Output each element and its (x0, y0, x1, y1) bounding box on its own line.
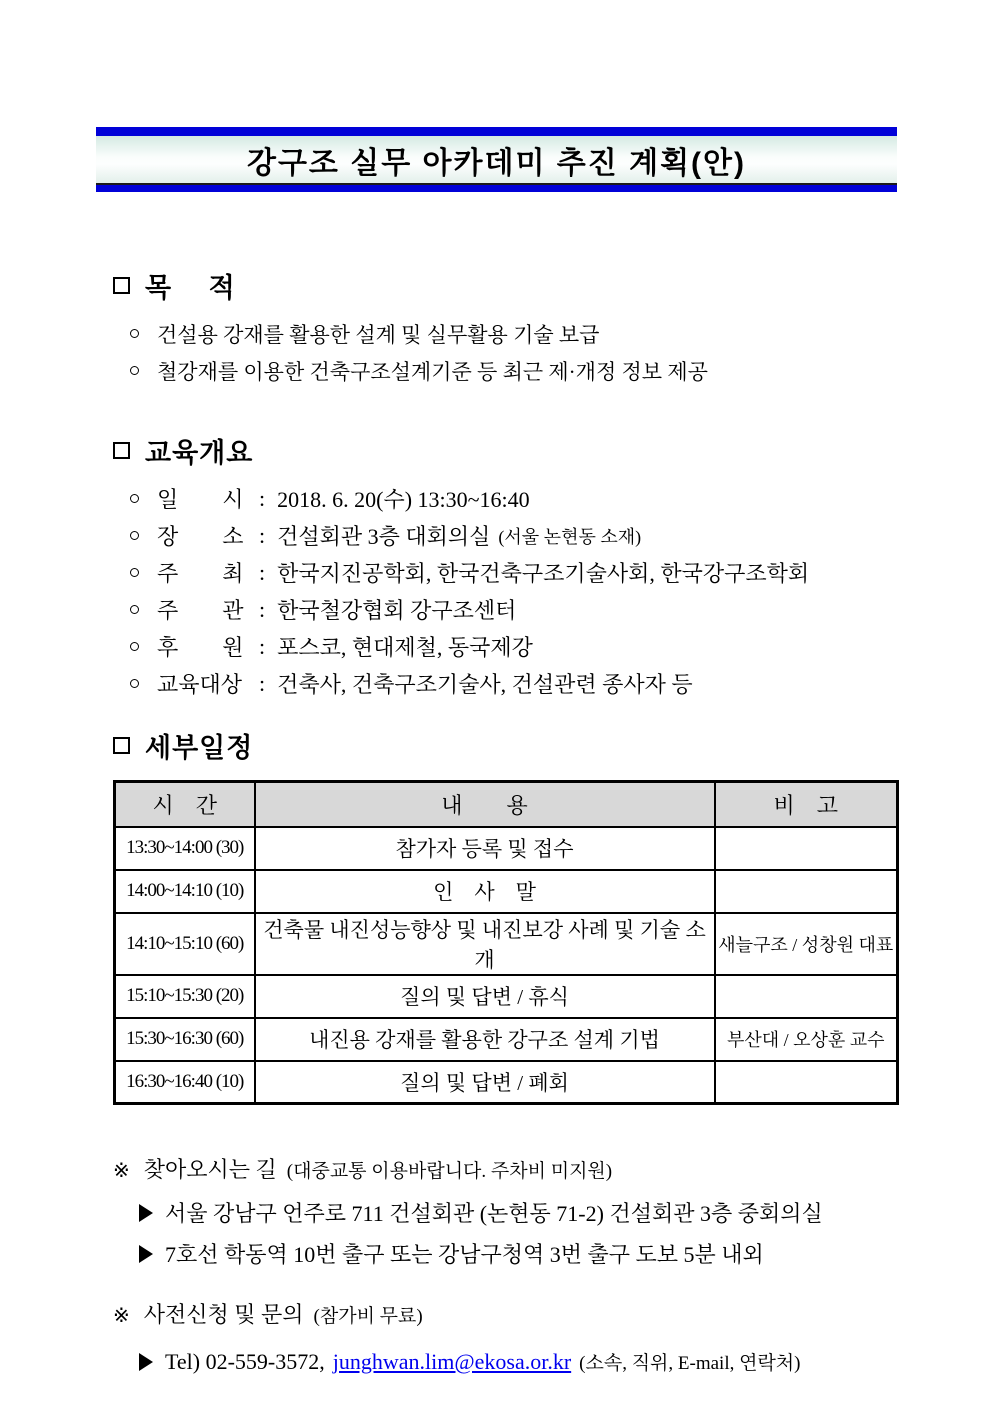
triangle-bullet-icon (139, 1353, 153, 1371)
overview-value-note: (서울 논현동 소재) (498, 526, 642, 547)
circle-bullet-icon (130, 531, 139, 540)
circle-bullet-icon (130, 494, 139, 503)
table-row (115, 1018, 898, 1061)
overview-colon: : (259, 633, 266, 659)
overview-row-sponsor (130, 628, 897, 665)
cell-content: 건축물 내진성능향상 및 내진보강 사례 및 기술 소개 (255, 913, 715, 975)
overview-label: 교육대상 (157, 672, 243, 697)
title-banner (96, 127, 897, 192)
overview-value: 건축사, 건축구조기술사, 건설관련 종사자 등 (277, 672, 693, 697)
banner-bottom-bar (96, 183, 897, 192)
overview-value: 한국철강협회 강구조센터 (277, 598, 517, 623)
cell-content: 질의 및 답변 / 휴식 (255, 975, 715, 1018)
table-row (115, 827, 898, 870)
purpose-item-text: 철강재를 이용한 건축구조설계기준 등 최근 제·개정 정보 제공 (157, 359, 708, 384)
overview-value: 건설회관 3층 대회의실 (277, 524, 491, 549)
overview-row-audience (130, 665, 897, 702)
cell-note (715, 870, 898, 913)
banner-body (96, 136, 897, 183)
purpose-list (96, 315, 897, 389)
circle-bullet-icon (130, 642, 139, 651)
circle-bullet-icon (130, 605, 139, 614)
application-title: 사전신청 및 문의 (143, 1302, 304, 1327)
directions-bullet-text: 7호선 학동역 10번 출구 또는 강남구청역 3번 출구 도보 5분 내외 (165, 1242, 764, 1267)
email-link[interactable]: junghwan.lim@ekosa.or.kr (332, 1348, 572, 1374)
cell-content: 내진용 강재를 활용한 강구조 설계 기법 (255, 1018, 715, 1061)
cell-content: 인 사 말 (255, 870, 715, 913)
cell-time: 15:30~16:30 (60) (115, 1018, 255, 1061)
circle-bullet-icon (130, 366, 139, 375)
contact-line (139, 1341, 897, 1382)
overview-label: 장 소 (157, 524, 244, 549)
overview-label: 주 관 (157, 598, 244, 623)
table-header-row (115, 782, 898, 827)
table-row (115, 1061, 898, 1104)
triangle-bullet-icon (139, 1245, 153, 1263)
directions-title-note: (대중교통 이용바랍니다. 주차비 미지원) (286, 1161, 613, 1182)
table-row (115, 975, 898, 1018)
application-title-note: (참가비 무료) (313, 1306, 423, 1327)
directions-bullets (113, 1192, 897, 1274)
section-title-overview: 교육개요 (145, 438, 254, 468)
cell-note: 부산대 / 오상훈 교수 (715, 1018, 898, 1061)
table-row (115, 870, 898, 913)
list-item (139, 1192, 897, 1233)
overview-label: 일 시 (157, 487, 244, 512)
schedule-table (113, 780, 899, 1105)
cell-time: 15:10~15:30 (20) (115, 975, 255, 1018)
square-bullet-icon (113, 277, 130, 294)
circle-bullet-icon (130, 679, 139, 688)
document-content (96, 266, 897, 1382)
column-header-time: 시 간 (115, 782, 255, 827)
cell-note (715, 975, 898, 1018)
reference-mark-icon: ※ (113, 1305, 130, 1327)
square-bullet-icon (113, 442, 130, 459)
banner-top-bar (96, 127, 897, 136)
triangle-bullet-icon (139, 1204, 153, 1222)
page-title: 강구조 실무 아카데미 추진 계획(안) (246, 146, 747, 180)
overview-colon: : (259, 485, 266, 511)
cell-time: 14:10~15:10 (60) (115, 913, 255, 975)
application-heading (113, 1298, 897, 1329)
overview-row-organizer (130, 591, 897, 628)
list-item (139, 1233, 897, 1274)
overview-row-datetime (130, 480, 897, 517)
directions-block (113, 1153, 897, 1274)
overview-colon: : (259, 596, 266, 622)
column-header-content: 내 용 (255, 782, 715, 827)
overview-colon: : (259, 559, 266, 585)
application-block (113, 1298, 897, 1382)
section-title-purpose: 목 적 (145, 273, 236, 303)
overview-row-venue (130, 517, 897, 554)
cell-time: 13:30~14:00 (30) (115, 827, 255, 870)
reference-mark-icon: ※ (113, 1160, 130, 1182)
overview-value: 한국지진공학회, 한국건축구조기술사회, 한국강구조학회 (277, 561, 810, 586)
application-bullets (113, 1341, 897, 1382)
overview-label: 주 최 (157, 561, 244, 586)
cell-content: 질의 및 답변 / 폐회 (255, 1061, 715, 1104)
column-header-note: 비 고 (715, 782, 898, 827)
overview-value: 포스코, 현대제철, 동국제강 (277, 635, 533, 660)
section-title-schedule: 세부일정 (145, 733, 254, 763)
directions-heading (113, 1153, 897, 1184)
section-heading-purpose (113, 266, 897, 305)
section-heading-schedule (113, 726, 897, 765)
phone-number: Tel) 02-559-3572, (165, 1348, 325, 1374)
cell-time: 14:00~14:10 (10) (115, 870, 255, 913)
overview-value: 2018. 6. 20(수) 13:30~16:40 (277, 487, 530, 512)
cell-content: 참가자 등록 및 접수 (255, 827, 715, 870)
square-bullet-icon (113, 737, 130, 754)
contact-fields-note: (소속, 직위, E-mail, 연락처) (579, 1353, 801, 1374)
circle-bullet-icon (130, 329, 139, 338)
circle-bullet-icon (130, 568, 139, 577)
directions-title: 찾아오시는 길 (143, 1157, 277, 1182)
cell-note (715, 1061, 898, 1104)
list-item (130, 315, 897, 352)
directions-bullet-text: 서울 강남구 언주로 711 건설회관 (논현동 71-2) 건설회관 3층 중회의실 (165, 1201, 823, 1226)
cell-note: 새늘구조 / 성창원 대표 (715, 913, 898, 975)
overview-list (96, 480, 897, 702)
overview-colon: : (259, 670, 266, 696)
overview-label: 후 원 (157, 635, 244, 660)
list-item (130, 352, 897, 389)
cell-note (715, 827, 898, 870)
section-heading-overview (113, 431, 897, 470)
overview-colon: : (259, 522, 266, 548)
table-row (115, 913, 898, 975)
cell-time: 16:30~16:40 (10) (115, 1061, 255, 1104)
purpose-item-text: 건설용 강재를 활용한 설계 및 실무활용 기술 보급 (157, 322, 600, 347)
overview-row-host (130, 554, 897, 591)
